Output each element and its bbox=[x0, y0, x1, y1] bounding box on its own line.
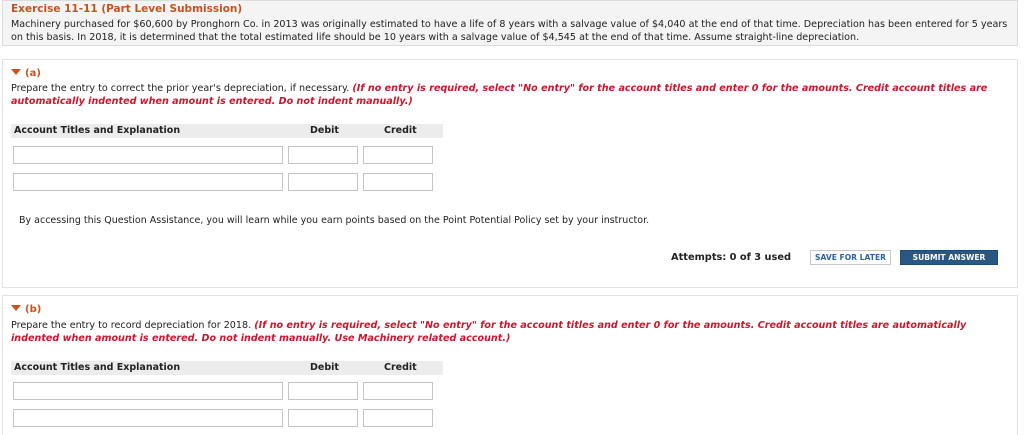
column-debit: Debit bbox=[310, 362, 339, 373]
credit-input[interactable] bbox=[363, 382, 433, 400]
column-credit: Credit bbox=[384, 125, 417, 136]
debit-input[interactable] bbox=[288, 173, 358, 191]
collapse-triangle-icon bbox=[11, 69, 21, 75]
save-for-later-button[interactable]: SAVE FOR LATER bbox=[810, 250, 891, 265]
part-b-panel bbox=[2, 295, 1018, 435]
debit-input[interactable] bbox=[288, 409, 358, 427]
part-a-instruction-block bbox=[11, 83, 1011, 108]
credit-input[interactable] bbox=[363, 409, 433, 427]
column-debit: Debit bbox=[310, 125, 339, 136]
part-a-note: (If no entry is required, select "No entry" for the account titles and enter 0 for the amounts. Credit account titles are automatically indented when amount is entered. Do not indent manually.) bbox=[11, 83, 988, 107]
part-a-table-header bbox=[11, 124, 443, 138]
exercise-header bbox=[2, 0, 1018, 46]
exercise-description: Machinery purchased for $60,600 by Pronghorn Co. in 2013 was originally estimated to have a life of 8 years with a salvage value of $4,040 at the end of that time. Depreciation has been entered for 5 years on this basis. In 2018, it is determined that the total estimated life should be 10 years with a salvage value of $4,545 at the end of that time. Assume straight-line depreciation. bbox=[11, 19, 1008, 43]
question-assistance-text: By accessing this Question Assistance, you will learn while you earn points based on the Point Potential Policy set by your instructor. bbox=[19, 215, 650, 226]
column-credit: Credit bbox=[384, 362, 417, 373]
credit-input[interactable] bbox=[363, 146, 433, 164]
part-a-label: (a) bbox=[25, 68, 41, 79]
part-a-instruction: Prepare the entry to correct the prior year's depreciation, if necessary. bbox=[11, 83, 350, 94]
part-a-panel bbox=[2, 59, 1018, 288]
attempts-counter: Attempts: 0 of 3 used bbox=[671, 252, 791, 263]
column-account-titles: Account Titles and Explanation bbox=[14, 362, 181, 373]
submit-answer-button[interactable]: SUBMIT ANSWER bbox=[900, 250, 998, 265]
part-b-note: (If no entry is required, select "No entry" for the account titles and enter 0 for the amounts. Credit account titles are automatically indented when amount is entered. Do not indent manually. Use Machinery related account.) bbox=[11, 320, 967, 344]
debit-input[interactable] bbox=[288, 146, 358, 164]
collapse-triangle-icon bbox=[11, 305, 21, 311]
credit-input[interactable] bbox=[363, 173, 433, 191]
exercise-title: Exercise 11-11 (Part Level Submission) bbox=[11, 3, 243, 15]
account-title-input[interactable] bbox=[13, 173, 283, 191]
part-a-toggle[interactable] bbox=[11, 68, 41, 79]
part-b-instruction-block bbox=[11, 320, 1011, 345]
column-account-titles: Account Titles and Explanation bbox=[14, 125, 181, 136]
account-title-input[interactable] bbox=[13, 146, 283, 164]
part-b-toggle[interactable] bbox=[11, 304, 41, 315]
part-b-instruction: Prepare the entry to record depreciation for 2018. bbox=[11, 320, 252, 331]
account-title-input[interactable] bbox=[13, 382, 283, 400]
debit-input[interactable] bbox=[288, 382, 358, 400]
account-title-input[interactable] bbox=[13, 409, 283, 427]
part-b-label: (b) bbox=[25, 304, 42, 315]
part-b-table-header bbox=[11, 361, 443, 375]
